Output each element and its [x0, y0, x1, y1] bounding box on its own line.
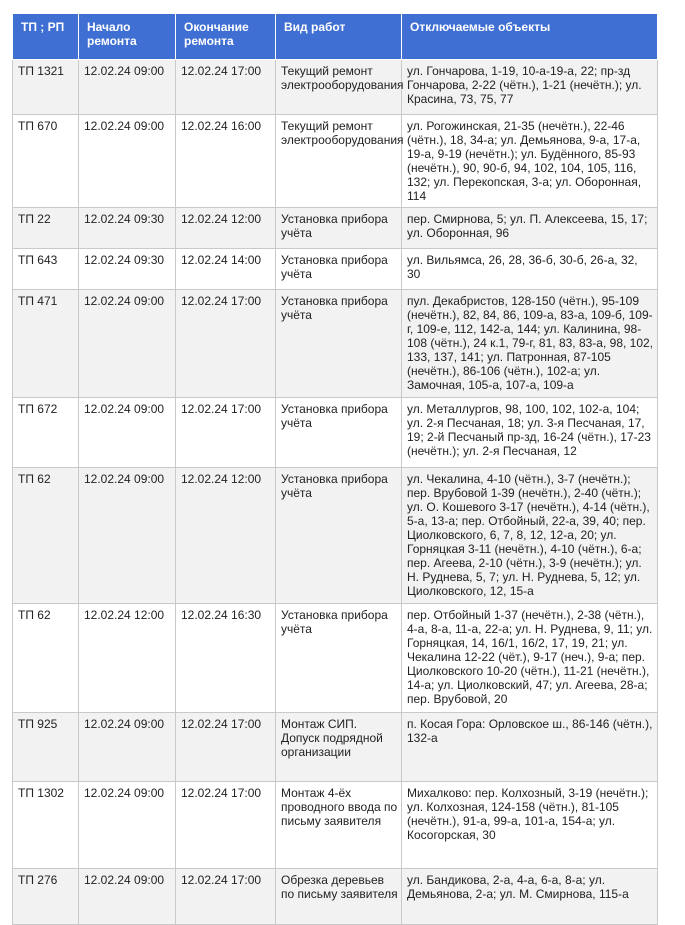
cell-end: 12.02.24 17:00	[176, 782, 276, 869]
cell-tp: ТП 672	[13, 398, 79, 468]
cell-end: 12.02.24 16:30	[176, 604, 276, 713]
table-row	[13, 249, 658, 290]
cell-tp: ТП 62	[13, 604, 79, 713]
table-row	[13, 869, 658, 925]
cell-tp: ТП 643	[13, 249, 79, 290]
table-row	[13, 468, 658, 604]
cell-end: 12.02.24 12:00	[176, 468, 276, 604]
cell-objects: ул. Чекалина, 4-10 (чётн.), 3-7 (нечётн.); пер. Врубовой 1-39 (нечётн.), 2-40 (чётн.); ул. О. Кошевого 3-17 (нечётн.), 4-14 (чётн.), 5-а, 13-а; пер. Отбойный, 22-а, 39, 40; пер. Циолковского, 6, 7, 8, 12, 12-а, 20; ул. Горняцкая 3-11 (нечётн.), 4-10 (чётн.), 6-а; пер. Агеева, 2-10 (чётн.), 3-9 (нечётн.); ул. Н. Руднева, 5, 7; ул. Н. Руднева, 5, 12; ул. Циолковского, 12, 15-а	[402, 468, 658, 604]
cell-start: 12.02.24 12:00	[79, 604, 176, 713]
cell-end: 12.02.24 17:00	[176, 713, 276, 782]
cell-end: 12.02.24 12:00	[176, 208, 276, 249]
cell-objects: ул. Бандикова, 2-а, 4-а, 6-а, 8-а; ул. Демьянова, 2-а; ул. М. Смирнова, 115-а	[402, 869, 658, 925]
cell-start: 12.02.24 09:30	[79, 208, 176, 249]
cell-work: Установка прибора учёта	[276, 468, 402, 604]
cell-end: 12.02.24 17:00	[176, 60, 276, 115]
cell-tp: ТП 471	[13, 290, 79, 398]
table-row	[13, 398, 658, 468]
cell-tp: ТП 22	[13, 208, 79, 249]
cell-tp: ТП 1321	[13, 60, 79, 115]
header-work: Вид работ	[276, 14, 402, 60]
cell-work: Текущий ремонт электрооборудования	[276, 60, 402, 115]
table-row	[13, 208, 658, 249]
cell-start: 12.02.24 09:00	[79, 115, 176, 208]
cell-start: 12.02.24 09:30	[79, 249, 176, 290]
header-tp: ТП ; РП	[13, 14, 79, 60]
header-end: Окончание ремонта	[176, 14, 276, 60]
cell-tp: ТП 1302	[13, 782, 79, 869]
outage-table	[12, 13, 658, 925]
cell-end: 12.02.24 17:00	[176, 869, 276, 925]
cell-objects: ул. Рогожинская, 21-35 (нечётн.), 22-46 (чётн.), 18, 34-а; ул. Демьянова, 9-а, 17-а, 19-а, 9-19 (нечётн.); ул. Будённого, 85-93 (нечётн.), 90, 90-б, 94, 102, 104, 105, 116, 132; ул. Перекопская, 3-а; ул. Оборонная, 114	[402, 115, 658, 208]
cell-work: Установка прибора учёта	[276, 249, 402, 290]
cell-work: Монтаж СИП. Допуск подрядной организации	[276, 713, 402, 782]
table-row	[13, 713, 658, 782]
cell-tp: ТП 62	[13, 468, 79, 604]
cell-work: Монтаж 4-ёх проводного ввода по письму заявителя	[276, 782, 402, 869]
cell-work: Установка прибора учёта	[276, 290, 402, 398]
header-start: Начало ремонта	[79, 14, 176, 60]
cell-tp: ТП 670	[13, 115, 79, 208]
table-row	[13, 60, 658, 115]
cell-objects: пер. Смирнова, 5; ул. П. Алексеева, 15, 17; ул. Оборонная, 96	[402, 208, 658, 249]
cell-start: 12.02.24 09:00	[79, 468, 176, 604]
table-row	[13, 604, 658, 713]
cell-end: 12.02.24 14:00	[176, 249, 276, 290]
table-header-row	[13, 14, 658, 60]
cell-work: Установка прибора учёта	[276, 604, 402, 713]
cell-start: 12.02.24 09:00	[79, 782, 176, 869]
cell-end: 12.02.24 17:00	[176, 398, 276, 468]
cell-objects: п. Косая Гора: Орловское ш., 86-146 (чётн.), 132-а	[402, 713, 658, 782]
header-objects: Отключаемые объекты	[402, 14, 658, 60]
cell-start: 12.02.24 09:00	[79, 869, 176, 925]
cell-objects: ул. Вильямса, 26, 28, 36-б, 30-б, 26-а, 32, 30	[402, 249, 658, 290]
cell-work: Установка прибора учёта	[276, 208, 402, 249]
cell-work: Обрезка деревьев по письму заявителя	[276, 869, 402, 925]
table-row	[13, 290, 658, 398]
table-row	[13, 115, 658, 208]
cell-work: Установка прибора учёта	[276, 398, 402, 468]
cell-start: 12.02.24 09:00	[79, 398, 176, 468]
cell-start: 12.02.24 09:00	[79, 713, 176, 782]
cell-tp: ТП 925	[13, 713, 79, 782]
cell-objects: Михалково: пер. Колхозный, 3-19 (нечётн.); ул. Колхозная, 124-158 (чётн.), 81-105 (нечётн.), 91-а, 99-а, 101-а, 154-а; ул. Косогорская, 30	[402, 782, 658, 869]
cell-objects: ул. Металлургов, 98, 100, 102, 102-а, 104; ул. 2-я Песчаная, 18; ул. 3-я Песчаная, 17, 19; 2-й Песчаный пр-зд, 16-24 (чётн.), 17-23 (нечётн.); ул. 2-я Песчаная, 12	[402, 398, 658, 468]
table-row	[13, 782, 658, 869]
cell-objects: пер. Отбойный 1-37 (нечётн.), 2-38 (чётн.), 4-а, 8-а, 11-а, 22-а; ул. Н. Руднева, 9, 11; ул. Горняцкая, 14, 16/1, 16/2, 17, 19, 21; ул. Чекалина 12-22 (чёт.), 9-17 (неч.), 9-а; пер. Циолковского 10-20 (чётн.), 11-21 (нечётн.), 14-а; ул. Циолковский, 47; ул. Агеева, 28-а; пер. Врубовой, 20	[402, 604, 658, 713]
cell-objects: пул. Декабристов, 128-150 (чётн.), 95-109 (нечётн.), 82, 84, 86, 109-а, 83-а, 109-б, 109-г, 109-е, 112, 142-а, 144; ул. Калинина, 98-108 (чётн.), 24 к.1, 79-г, 81, 83, 83-а, 98, 102, 133, 137, 141; ул. Патронная, 87-105 (нечётн.), 86-106 (чётн.), 102-а; ул. Замочная, 105-а, 107-а, 109-а	[402, 290, 658, 398]
cell-work: Текущий ремонт электрооборудования	[276, 115, 402, 208]
cell-objects: ул. Гончарова, 1-19, 10-а-19-а, 22; пр-зд Гончарова, 2-22 (чётн.), 1-21 (нечётн.); ул. Красина, 73, 75, 77	[402, 60, 658, 115]
cell-tp: ТП 276	[13, 869, 79, 925]
cell-end: 12.02.24 17:00	[176, 290, 276, 398]
cell-end: 12.02.24 16:00	[176, 115, 276, 208]
cell-start: 12.02.24 09:00	[79, 60, 176, 115]
cell-start: 12.02.24 09:00	[79, 290, 176, 398]
